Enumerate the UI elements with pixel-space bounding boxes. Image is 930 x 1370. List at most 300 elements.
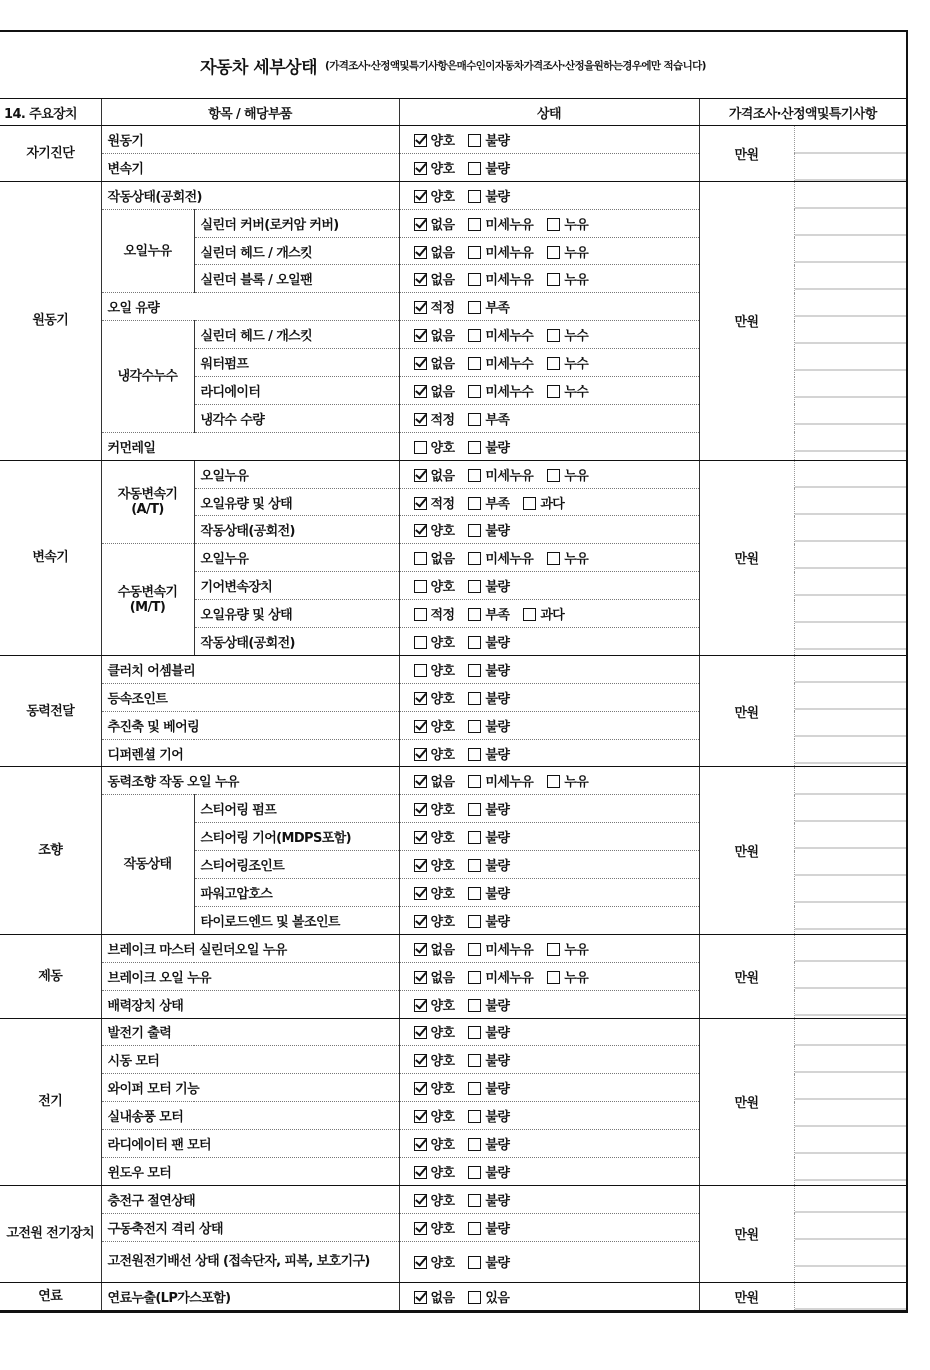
option-label: 누수 bbox=[564, 329, 589, 345]
checked-checkbox[interactable] bbox=[414, 497, 427, 510]
option-label: 불량 bbox=[485, 133, 510, 149]
checked-checkbox[interactable] bbox=[414, 887, 427, 900]
status-options bbox=[399, 237, 699, 265]
option-label: 양호 bbox=[430, 691, 455, 707]
item-label: 추진축 및 베어링 bbox=[101, 711, 399, 739]
option-label: 없음 bbox=[430, 384, 455, 400]
option-label: 양호 bbox=[430, 1221, 455, 1237]
checked-checkbox[interactable] bbox=[414, 859, 427, 872]
checkbox[interactable] bbox=[468, 162, 481, 175]
option-label: 부족 bbox=[485, 608, 510, 624]
table-row bbox=[0, 934, 906, 962]
checked-checkbox[interactable] bbox=[414, 1291, 427, 1304]
status-option[interactable] bbox=[468, 1078, 509, 1097]
option-label: 미세누수 bbox=[485, 329, 534, 345]
option-label: 양호 bbox=[430, 189, 455, 205]
checked-checkbox[interactable] bbox=[414, 134, 427, 147]
notes-field[interactable] bbox=[794, 181, 906, 460]
sub-item-label: 스티어링조인트 bbox=[194, 851, 399, 879]
status-option[interactable] bbox=[468, 130, 509, 149]
notes-field[interactable] bbox=[794, 1185, 906, 1282]
sub-item-label: 실린더 커버(로커암 커버) bbox=[194, 209, 399, 237]
item-group-label: 작동상태 bbox=[101, 795, 194, 934]
status-options bbox=[399, 404, 699, 432]
checkbox[interactable] bbox=[468, 1054, 481, 1067]
status-option[interactable] bbox=[523, 604, 564, 623]
status-option[interactable] bbox=[468, 548, 533, 567]
status-option[interactable] bbox=[414, 1050, 455, 1069]
status-options bbox=[399, 488, 699, 516]
checkbox[interactable] bbox=[468, 1166, 481, 1179]
checked-checkbox[interactable] bbox=[414, 273, 427, 286]
checkbox[interactable] bbox=[468, 1026, 481, 1039]
option-label: 불량 bbox=[485, 1138, 510, 1153]
item-label: 작동상태(공회전) bbox=[101, 181, 399, 209]
checkbox[interactable] bbox=[547, 329, 560, 342]
checkbox[interactable] bbox=[468, 775, 481, 788]
checkbox[interactable] bbox=[547, 246, 560, 259]
sub-item-label: 냉각수 수량 bbox=[194, 404, 399, 432]
checkbox[interactable] bbox=[468, 273, 481, 286]
status-option[interactable] bbox=[414, 632, 455, 651]
status-option[interactable] bbox=[414, 214, 455, 233]
option-label: 부족 bbox=[485, 412, 510, 428]
price-unit: 만원 bbox=[699, 934, 794, 1018]
status-options bbox=[399, 516, 699, 544]
sub-item-label: 파워고압호스 bbox=[194, 879, 399, 907]
checkbox[interactable] bbox=[468, 608, 481, 621]
status-option[interactable] bbox=[468, 1106, 509, 1125]
checkbox[interactable] bbox=[414, 636, 427, 649]
status-option[interactable] bbox=[468, 158, 509, 177]
checkbox[interactable] bbox=[414, 580, 427, 593]
checked-checkbox[interactable] bbox=[414, 803, 427, 816]
checked-checkbox[interactable] bbox=[414, 1222, 427, 1235]
checkbox[interactable] bbox=[468, 497, 481, 510]
checkbox[interactable] bbox=[414, 441, 427, 454]
item-label: 실내송풍 모터 bbox=[101, 1102, 399, 1130]
status-option[interactable] bbox=[414, 883, 455, 902]
status-option[interactable] bbox=[547, 269, 588, 288]
status-option[interactable] bbox=[414, 493, 455, 512]
checkbox[interactable] bbox=[468, 915, 481, 928]
table-row bbox=[0, 655, 906, 683]
status-option[interactable] bbox=[468, 744, 509, 763]
checkbox[interactable] bbox=[468, 692, 481, 705]
option-label: 미세누유 bbox=[485, 273, 534, 289]
status-option[interactable] bbox=[468, 660, 509, 679]
status-option[interactable] bbox=[468, 242, 533, 261]
checkbox[interactable] bbox=[468, 1194, 481, 1207]
status-option[interactable] bbox=[414, 967, 455, 986]
status-option[interactable] bbox=[414, 744, 455, 763]
item-label: 윈도우 모터 bbox=[101, 1157, 399, 1185]
sub-item-label: 오일유량 및 상태 bbox=[194, 488, 399, 516]
checkbox[interactable] bbox=[523, 497, 536, 510]
checkbox[interactable] bbox=[468, 218, 481, 231]
checkbox[interactable] bbox=[468, 469, 481, 482]
status-option[interactable] bbox=[468, 688, 509, 707]
option-label: 누유 bbox=[564, 468, 589, 484]
checked-checkbox[interactable] bbox=[414, 1082, 427, 1095]
checked-checkbox[interactable] bbox=[414, 943, 427, 956]
status-option[interactable] bbox=[468, 409, 509, 428]
status-option[interactable] bbox=[468, 576, 509, 595]
option-label: 미세누유 bbox=[485, 970, 534, 986]
status-options bbox=[399, 683, 699, 711]
checkbox[interactable] bbox=[468, 831, 481, 844]
status-option[interactable] bbox=[414, 465, 455, 484]
status-option[interactable] bbox=[414, 520, 455, 539]
status-option[interactable] bbox=[468, 437, 509, 456]
checkbox[interactable] bbox=[547, 385, 560, 398]
notes-field[interactable] bbox=[794, 767, 906, 934]
status-option[interactable] bbox=[547, 353, 588, 372]
checked-checkbox[interactable] bbox=[414, 720, 427, 733]
status-option[interactable] bbox=[468, 297, 509, 316]
checkbox[interactable] bbox=[547, 971, 560, 984]
checkbox[interactable] bbox=[414, 664, 427, 677]
status-option[interactable] bbox=[414, 1078, 455, 1097]
status-option[interactable] bbox=[547, 548, 588, 567]
checkbox[interactable] bbox=[468, 246, 481, 259]
checkbox[interactable] bbox=[468, 441, 481, 454]
option-label: 없음 bbox=[430, 217, 455, 233]
option-label: 누유 bbox=[564, 552, 589, 568]
checkbox[interactable] bbox=[547, 469, 560, 482]
table-row bbox=[0, 1282, 906, 1310]
notes-field[interactable] bbox=[794, 1018, 906, 1185]
option-label: 불량 bbox=[485, 1165, 510, 1181]
checked-checkbox[interactable] bbox=[414, 469, 427, 482]
status-option[interactable] bbox=[414, 130, 455, 149]
checked-checkbox[interactable] bbox=[414, 1110, 427, 1123]
price-unit: 만원 bbox=[699, 181, 794, 460]
status-option[interactable] bbox=[468, 353, 533, 372]
status-option[interactable] bbox=[547, 381, 588, 400]
checked-checkbox[interactable] bbox=[414, 1054, 427, 1067]
status-option[interactable] bbox=[468, 269, 533, 288]
status-option[interactable] bbox=[468, 604, 509, 623]
checked-checkbox[interactable] bbox=[414, 218, 427, 231]
checked-checkbox[interactable] bbox=[414, 190, 427, 203]
checkbox[interactable] bbox=[468, 720, 481, 733]
checkbox[interactable] bbox=[468, 524, 481, 537]
status-option[interactable] bbox=[468, 1022, 509, 1041]
checkbox[interactable] bbox=[414, 608, 427, 621]
checked-checkbox[interactable] bbox=[414, 246, 427, 259]
status-option[interactable] bbox=[547, 214, 588, 233]
checkbox[interactable] bbox=[468, 887, 481, 900]
option-label: 누유 bbox=[564, 273, 589, 289]
status-option[interactable] bbox=[547, 771, 588, 790]
status-option[interactable] bbox=[468, 771, 533, 790]
checkbox[interactable] bbox=[547, 775, 560, 788]
checkbox[interactable] bbox=[468, 552, 481, 565]
form-note: (가격조사·산정액및특기사항은매수인이자동차가격조사·산정을원하는경우에만 적습니다) bbox=[325, 59, 706, 72]
status-option[interactable] bbox=[414, 995, 455, 1014]
status-option[interactable] bbox=[468, 799, 509, 818]
status-options bbox=[399, 823, 699, 851]
checkbox[interactable] bbox=[468, 636, 481, 649]
status-option[interactable] bbox=[523, 493, 564, 512]
option-label: 불량 bbox=[485, 1082, 510, 1098]
status-option[interactable] bbox=[414, 1218, 455, 1237]
checked-checkbox[interactable] bbox=[414, 1194, 427, 1207]
option-label: 누유 bbox=[564, 970, 589, 986]
status-option[interactable] bbox=[414, 1106, 455, 1125]
status-option[interactable] bbox=[414, 297, 455, 316]
status-option[interactable] bbox=[414, 939, 455, 958]
status-option[interactable] bbox=[414, 1134, 455, 1153]
option-label: 불량 bbox=[485, 886, 510, 902]
checkbox[interactable] bbox=[523, 608, 536, 621]
status-option[interactable] bbox=[414, 771, 455, 790]
status-option[interactable] bbox=[468, 493, 509, 512]
status-option[interactable] bbox=[468, 1190, 509, 1209]
option-label: 양호 bbox=[430, 803, 455, 819]
checkbox[interactable] bbox=[468, 943, 481, 956]
option-label: 양호 bbox=[430, 1054, 455, 1070]
status-option[interactable] bbox=[468, 632, 509, 651]
status-options bbox=[399, 906, 699, 934]
option-label: 양호 bbox=[430, 1026, 455, 1042]
status-option[interactable] bbox=[468, 1252, 509, 1271]
status-option[interactable] bbox=[547, 325, 588, 344]
status-option[interactable] bbox=[468, 1050, 509, 1069]
status-option[interactable] bbox=[547, 967, 588, 986]
status-option[interactable] bbox=[468, 911, 509, 930]
notes-field[interactable] bbox=[794, 655, 906, 767]
status-options bbox=[399, 1282, 699, 1310]
checked-checkbox[interactable] bbox=[414, 385, 427, 398]
status-options bbox=[399, 1157, 699, 1185]
status-option[interactable] bbox=[468, 214, 533, 233]
inspection-table bbox=[0, 99, 906, 1311]
status-option[interactable] bbox=[468, 967, 533, 986]
status-option[interactable] bbox=[468, 1162, 509, 1181]
checked-checkbox[interactable] bbox=[414, 831, 427, 844]
option-label: 불량 bbox=[485, 635, 510, 651]
sub-item-label: 실린더 헤드 / 개스킷 bbox=[194, 321, 399, 349]
sub-item-label: 오일누유 bbox=[194, 544, 399, 572]
item-label: 디퍼렌셜 기어 bbox=[101, 739, 399, 767]
option-label: 양호 bbox=[430, 524, 455, 540]
option-label: 불량 bbox=[485, 914, 510, 930]
header-status: 상태 bbox=[399, 99, 699, 126]
option-label: 없음 bbox=[430, 775, 455, 791]
checkbox[interactable] bbox=[468, 1110, 481, 1123]
sub-item-label: 실린더 블록 / 오일팬 bbox=[194, 265, 399, 293]
checked-checkbox[interactable] bbox=[414, 1256, 427, 1269]
status-option[interactable] bbox=[414, 1190, 455, 1209]
status-option[interactable] bbox=[547, 939, 588, 958]
status-option[interactable] bbox=[414, 716, 455, 735]
option-label: 미세누유 bbox=[485, 775, 534, 791]
checked-checkbox[interactable] bbox=[414, 692, 427, 705]
option-label: 양호 bbox=[430, 1138, 455, 1153]
status-option[interactable] bbox=[414, 660, 455, 679]
status-option[interactable] bbox=[414, 158, 455, 177]
price-unit: 만원 bbox=[699, 460, 794, 655]
option-label: 미세누유 bbox=[485, 468, 534, 484]
checked-checkbox[interactable] bbox=[414, 915, 427, 928]
status-option[interactable] bbox=[414, 548, 455, 567]
option-label: 양호 bbox=[430, 161, 455, 177]
status-option[interactable] bbox=[468, 1218, 509, 1237]
option-label: 양호 bbox=[430, 1082, 455, 1098]
checkbox[interactable] bbox=[468, 580, 481, 593]
status-option[interactable] bbox=[468, 995, 509, 1014]
status-option[interactable] bbox=[468, 855, 509, 874]
option-label: 양호 bbox=[430, 1193, 455, 1209]
checkbox[interactable] bbox=[468, 664, 481, 677]
checkbox[interactable] bbox=[468, 859, 481, 872]
status-option[interactable] bbox=[468, 1287, 509, 1306]
status-option[interactable] bbox=[468, 465, 533, 484]
notes-field[interactable] bbox=[794, 934, 906, 1018]
status-option[interactable] bbox=[468, 186, 509, 205]
status-option[interactable] bbox=[468, 1134, 509, 1153]
checked-checkbox[interactable] bbox=[414, 329, 427, 342]
checkbox[interactable] bbox=[468, 134, 481, 147]
status-option[interactable] bbox=[547, 465, 588, 484]
checkbox[interactable] bbox=[414, 552, 427, 565]
status-options bbox=[399, 600, 699, 628]
option-label: 불량 bbox=[485, 719, 510, 735]
option-label: 불량 bbox=[485, 1193, 510, 1209]
status-option[interactable] bbox=[468, 939, 533, 958]
checked-checkbox[interactable] bbox=[414, 999, 427, 1012]
checked-checkbox[interactable] bbox=[414, 357, 427, 370]
status-option[interactable] bbox=[468, 883, 509, 902]
option-label: 불량 bbox=[485, 440, 510, 456]
status-options bbox=[399, 1018, 699, 1046]
status-option[interactable] bbox=[414, 604, 455, 623]
checkbox[interactable] bbox=[547, 273, 560, 286]
checked-checkbox[interactable] bbox=[414, 1138, 427, 1151]
checkbox[interactable] bbox=[468, 357, 481, 370]
checkbox[interactable] bbox=[468, 1256, 481, 1269]
checked-checkbox[interactable] bbox=[414, 748, 427, 761]
status-option[interactable] bbox=[414, 437, 455, 456]
checkbox[interactable] bbox=[468, 413, 481, 426]
option-label: 양호 bbox=[430, 1256, 455, 1272]
checkbox[interactable] bbox=[468, 385, 481, 398]
status-option[interactable] bbox=[468, 827, 509, 846]
checkbox[interactable] bbox=[468, 803, 481, 816]
price-unit: 만원 bbox=[699, 126, 794, 182]
item-label: 클러치 어셈블리 bbox=[101, 655, 399, 683]
checked-checkbox[interactable] bbox=[414, 1026, 427, 1039]
status-option[interactable] bbox=[468, 381, 533, 400]
option-label: 양호 bbox=[430, 859, 455, 875]
checkbox[interactable] bbox=[468, 999, 481, 1012]
checkbox[interactable] bbox=[468, 329, 481, 342]
option-label: 불량 bbox=[485, 1256, 510, 1272]
table-row bbox=[0, 1018, 906, 1046]
option-label: 미세누수 bbox=[485, 357, 534, 373]
status-option[interactable] bbox=[468, 716, 509, 735]
status-option[interactable] bbox=[414, 855, 455, 874]
status-option[interactable] bbox=[414, 186, 455, 205]
status-option[interactable] bbox=[414, 576, 455, 595]
checked-checkbox[interactable] bbox=[414, 1166, 427, 1179]
notes-field[interactable] bbox=[794, 460, 906, 655]
status-option[interactable] bbox=[414, 1252, 455, 1271]
checked-checkbox[interactable] bbox=[414, 971, 427, 984]
option-label: 과다 bbox=[540, 496, 565, 512]
notes-field[interactable] bbox=[794, 1282, 906, 1310]
checkbox[interactable] bbox=[547, 218, 560, 231]
item-group-label: 수동변속기 (M/T) bbox=[101, 544, 194, 656]
status-option[interactable] bbox=[414, 827, 455, 846]
checkbox[interactable] bbox=[547, 357, 560, 370]
checkbox[interactable] bbox=[547, 943, 560, 956]
checked-checkbox[interactable] bbox=[414, 301, 427, 314]
sub-item-label: 워터펌프 bbox=[194, 349, 399, 377]
item-label: 원동기 bbox=[101, 126, 399, 154]
checked-checkbox[interactable] bbox=[414, 524, 427, 537]
header-row bbox=[0, 99, 906, 126]
status-option[interactable] bbox=[414, 381, 455, 400]
status-option[interactable] bbox=[414, 688, 455, 707]
price-unit: 만원 bbox=[699, 1018, 794, 1185]
status-options bbox=[399, 795, 699, 823]
item-label: 브레이크 마스터 실린더오일 누유 bbox=[101, 934, 399, 962]
checked-checkbox[interactable] bbox=[414, 413, 427, 426]
status-option[interactable] bbox=[414, 1022, 455, 1041]
item-label: 배력장치 상태 bbox=[101, 990, 399, 1018]
checkbox[interactable] bbox=[468, 1082, 481, 1095]
notes-field[interactable] bbox=[794, 126, 906, 182]
item-label: 브레이크 오일 누유 bbox=[101, 962, 399, 990]
option-label: 없음 bbox=[430, 273, 455, 289]
option-label: 불량 bbox=[485, 831, 510, 847]
status-option[interactable] bbox=[468, 520, 509, 539]
status-option[interactable] bbox=[414, 409, 455, 428]
option-label: 미세누유 bbox=[485, 217, 534, 233]
status-option[interactable] bbox=[414, 242, 455, 261]
status-options bbox=[399, 1213, 699, 1241]
status-options bbox=[399, 990, 699, 1018]
section-name: 고전원 전기장치 bbox=[0, 1185, 101, 1282]
status-option[interactable] bbox=[414, 353, 455, 372]
checkbox[interactable] bbox=[468, 1138, 481, 1151]
checkbox[interactable] bbox=[468, 748, 481, 761]
status-option[interactable] bbox=[468, 325, 533, 344]
table-row bbox=[0, 1185, 906, 1213]
status-option[interactable] bbox=[547, 242, 588, 261]
checked-checkbox[interactable] bbox=[414, 775, 427, 788]
item-label: 충전구 절연상태 bbox=[101, 1185, 399, 1213]
checkbox[interactable] bbox=[547, 552, 560, 565]
status-option[interactable] bbox=[414, 911, 455, 930]
checkbox[interactable] bbox=[468, 1291, 481, 1304]
checkbox[interactable] bbox=[468, 1222, 481, 1235]
checked-checkbox[interactable] bbox=[414, 162, 427, 175]
checkbox[interactable] bbox=[468, 190, 481, 203]
checkbox[interactable] bbox=[468, 971, 481, 984]
option-label: 양호 bbox=[430, 998, 455, 1014]
status-option[interactable] bbox=[414, 799, 455, 818]
checkbox[interactable] bbox=[468, 301, 481, 314]
status-option[interactable] bbox=[414, 1287, 455, 1306]
status-option[interactable] bbox=[414, 1162, 455, 1181]
status-option[interactable] bbox=[414, 325, 455, 344]
status-option[interactable] bbox=[414, 269, 455, 288]
status-options bbox=[399, 934, 699, 962]
